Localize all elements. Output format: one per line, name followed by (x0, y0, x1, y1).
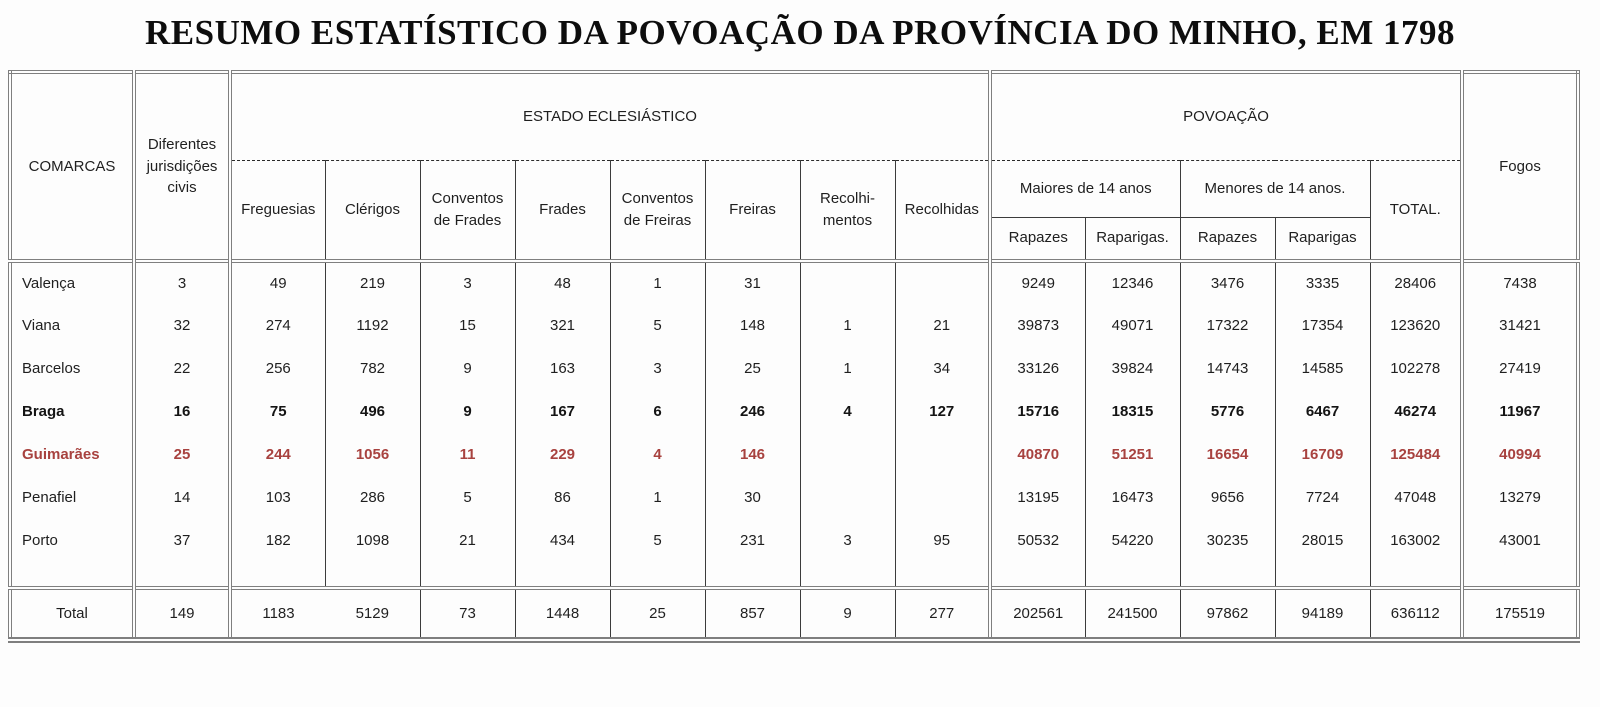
table-cell: 241500 (1085, 588, 1180, 640)
table-cell: 31 (705, 261, 800, 304)
table-cell: 1192 (325, 304, 420, 347)
table-cell (895, 433, 990, 476)
header-total: TOTAL. (1370, 160, 1462, 261)
table-cell: 277 (895, 588, 990, 640)
table-cell: 43001 (1462, 519, 1578, 562)
table-cell: 9656 (1180, 476, 1275, 519)
table-cell: 5 (420, 476, 515, 519)
table-cell: 9 (420, 390, 515, 433)
table-cell: 30 (705, 476, 800, 519)
table-cell: 50532 (990, 519, 1085, 562)
table-cell: 11967 (1462, 390, 1578, 433)
table-cell: 229 (515, 433, 610, 476)
table-cell: 434 (515, 519, 610, 562)
table-cell: 47048 (1370, 476, 1462, 519)
table-row (10, 476, 1578, 519)
table-cell: 13195 (990, 476, 1085, 519)
table-cell: 4 (610, 433, 705, 476)
table-cell: 15716 (990, 390, 1085, 433)
table-cell: 18315 (1085, 390, 1180, 433)
table-cell: 1056 (325, 433, 420, 476)
row-name: Porto (10, 519, 134, 562)
header-frades: Frades (515, 160, 610, 261)
header-menores-14: Menores de 14 anos. (1180, 160, 1370, 217)
table-cell: 32 (134, 304, 230, 347)
header-raparigas-maiores: Raparigas. (1085, 217, 1180, 261)
table-cell: 274 (230, 304, 325, 347)
table-cell: 1448 (515, 588, 610, 640)
table-cell: 5 (610, 304, 705, 347)
table-cell: 51251 (1085, 433, 1180, 476)
table-cell: 14 (134, 476, 230, 519)
header-maiores-14: Maiores de 14 anos (990, 160, 1180, 217)
table-cell: 6 (610, 390, 705, 433)
header-clerigos: Clérigos (325, 160, 420, 261)
table-cell: 49071 (1085, 304, 1180, 347)
table-cell: 636112 (1370, 588, 1462, 640)
table-cell: 9 (800, 588, 895, 640)
table-cell: 22 (134, 347, 230, 390)
table-cell (895, 476, 990, 519)
table-cell: 5 (610, 519, 705, 562)
header-recolhimentos: Recolhi- mentos (800, 160, 895, 261)
table-cell (800, 476, 895, 519)
table-cell: 1183 (230, 588, 325, 640)
table-cell: 148 (705, 304, 800, 347)
table-cell: 40870 (990, 433, 1085, 476)
table-cell (800, 433, 895, 476)
table-cell: 21 (895, 304, 990, 347)
header-row-columns (10, 160, 1578, 217)
table-row-total (10, 588, 1578, 640)
spacer-cell (325, 562, 420, 588)
table-cell: 46274 (1370, 390, 1462, 433)
table-cell: 94189 (1275, 588, 1370, 640)
page-title: RESUMO ESTATÍSTICO DA POVOAÇÃO DA PROVÍNCIA DO MINHO, EM 1798 (145, 13, 1455, 52)
header-freiras: Freiras (705, 160, 800, 261)
table-cell: 39824 (1085, 347, 1180, 390)
spacer-cell (1180, 562, 1275, 588)
row-name: Viana (10, 304, 134, 347)
table-cell: 3476 (1180, 261, 1275, 304)
spacer-cell (705, 562, 800, 588)
spacer-cell (800, 562, 895, 588)
table-cell: 149 (134, 588, 230, 640)
row-name: Valença (10, 261, 134, 304)
table-cell: 40994 (1462, 433, 1578, 476)
statistics-table (8, 70, 1580, 643)
table-cell: 5129 (325, 588, 420, 640)
table-cell: 16654 (1180, 433, 1275, 476)
spacer-cell (420, 562, 515, 588)
table-row (10, 347, 1578, 390)
header-conventos-freiras: Conventos de Freiras (610, 160, 705, 261)
spacer-cell (10, 562, 134, 588)
row-name: Guimarães (10, 433, 134, 476)
table-cell: 202561 (990, 588, 1085, 640)
table-cell: 37 (134, 519, 230, 562)
table-cell: 17354 (1275, 304, 1370, 347)
table-cell: 7724 (1275, 476, 1370, 519)
table-cell: 3 (800, 519, 895, 562)
table-cell: 321 (515, 304, 610, 347)
table-cell: 9249 (990, 261, 1085, 304)
table-row (10, 261, 1578, 304)
table-cell: 34 (895, 347, 990, 390)
table-header (10, 72, 1578, 261)
spacer-cell (1462, 562, 1578, 588)
table-cell: 244 (230, 433, 325, 476)
row-name: Total (10, 588, 134, 640)
table-cell: 39873 (990, 304, 1085, 347)
table-cell: 12346 (1085, 261, 1180, 304)
header-comarcas: COMARCAS (10, 72, 134, 261)
table-cell: 1098 (325, 519, 420, 562)
table-cell: 25 (134, 433, 230, 476)
table-cell: 219 (325, 261, 420, 304)
table-cell: 14743 (1180, 347, 1275, 390)
header-raparigas-menores: Raparigas (1275, 217, 1370, 261)
table-body (10, 261, 1578, 640)
table-cell: 6467 (1275, 390, 1370, 433)
header-row-groups (10, 72, 1578, 160)
table-cell: 127 (895, 390, 990, 433)
header-recolhidas: Recolhidas (895, 160, 990, 261)
table-cell: 857 (705, 588, 800, 640)
spacer-row (10, 562, 1578, 588)
header-rapazes-maiores: Rapazes (990, 217, 1085, 261)
header-povoacao: POVOAÇÃO (990, 72, 1462, 160)
table-cell: 782 (325, 347, 420, 390)
table-cell: 54220 (1085, 519, 1180, 562)
spacer-cell (1370, 562, 1462, 588)
header-jurisdicoes: Diferentes jurisdições civis (134, 72, 230, 261)
table-cell: 28406 (1370, 261, 1462, 304)
table-cell: 9 (420, 347, 515, 390)
table-cell: 5776 (1180, 390, 1275, 433)
table-cell: 4 (800, 390, 895, 433)
table-cell: 30235 (1180, 519, 1275, 562)
table-row (10, 390, 1578, 433)
table-cell: 146 (705, 433, 800, 476)
table-cell: 95 (895, 519, 990, 562)
table-cell: 14585 (1275, 347, 1370, 390)
table-cell: 103 (230, 476, 325, 519)
table-row (10, 433, 1578, 476)
table-cell: 125484 (1370, 433, 1462, 476)
table-cell (895, 261, 990, 304)
table-cell: 11 (420, 433, 515, 476)
table-cell: 3 (420, 261, 515, 304)
table-cell (800, 261, 895, 304)
table-cell: 28015 (1275, 519, 1370, 562)
table-row (10, 519, 1578, 562)
spacer-cell (1275, 562, 1370, 588)
table-cell: 16 (134, 390, 230, 433)
table-cell: 49 (230, 261, 325, 304)
spacer-cell (134, 562, 230, 588)
row-name: Braga (10, 390, 134, 433)
table-cell: 13279 (1462, 476, 1578, 519)
header-rapazes-menores: Rapazes (1180, 217, 1275, 261)
table-cell: 256 (230, 347, 325, 390)
table-cell: 231 (705, 519, 800, 562)
table-cell: 3 (610, 347, 705, 390)
header-fogos: Fogos (1462, 72, 1578, 261)
spacer-cell (515, 562, 610, 588)
table-cell: 3 (134, 261, 230, 304)
table-cell: 25 (610, 588, 705, 640)
table-cell: 21 (420, 519, 515, 562)
table-cell: 1 (610, 261, 705, 304)
table-cell: 86 (515, 476, 610, 519)
table-cell: 163002 (1370, 519, 1462, 562)
header-conventos-frades: Conventos de Frades (420, 160, 515, 261)
table-cell: 73 (420, 588, 515, 640)
spacer-cell (990, 562, 1085, 588)
header-estado-eclesiastico: ESTADO ECLESIÁSTICO (230, 72, 990, 160)
table-cell: 3335 (1275, 261, 1370, 304)
table-cell: 167 (515, 390, 610, 433)
table-cell: 1 (610, 476, 705, 519)
table-cell: 286 (325, 476, 420, 519)
table-cell: 48 (515, 261, 610, 304)
spacer-cell (610, 562, 705, 588)
table-cell: 496 (325, 390, 420, 433)
table-row (10, 304, 1578, 347)
spacer-cell (1085, 562, 1180, 588)
table-cell: 7438 (1462, 261, 1578, 304)
table-cell: 33126 (990, 347, 1085, 390)
table-cell: 75 (230, 390, 325, 433)
table-cell: 31421 (1462, 304, 1578, 347)
header-freguesias: Freguesias (230, 160, 325, 261)
table-cell: 1 (800, 347, 895, 390)
spacer-cell (895, 562, 990, 588)
table-cell: 27419 (1462, 347, 1578, 390)
table-cell: 97862 (1180, 588, 1275, 640)
table-cell: 15 (420, 304, 515, 347)
table-cell: 182 (230, 519, 325, 562)
table-cell: 123620 (1370, 304, 1462, 347)
spacer-cell (230, 562, 325, 588)
table-cell: 16709 (1275, 433, 1370, 476)
table-cell: 102278 (1370, 347, 1462, 390)
table-cell: 1 (800, 304, 895, 347)
table-cell: 17322 (1180, 304, 1275, 347)
table-cell: 163 (515, 347, 610, 390)
table-cell: 246 (705, 390, 800, 433)
table-cell: 16473 (1085, 476, 1180, 519)
table-cell: 25 (705, 347, 800, 390)
row-name: Barcelos (10, 347, 134, 390)
row-name: Penafiel (10, 476, 134, 519)
table-cell: 175519 (1462, 588, 1578, 640)
